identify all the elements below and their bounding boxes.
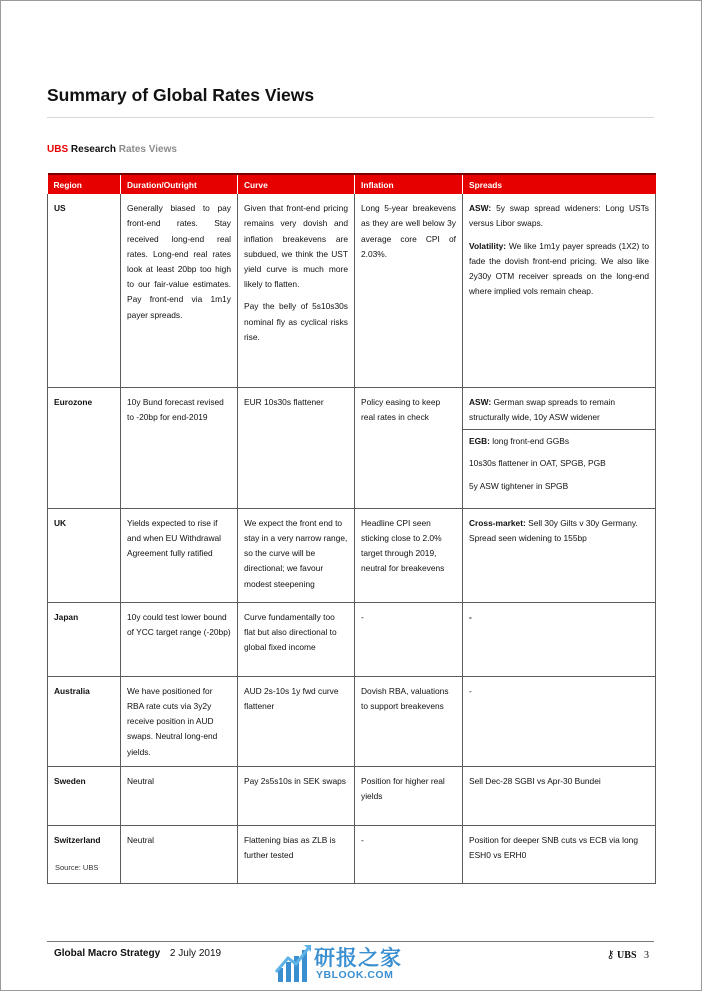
curve-text: Pay the belly of 5s10s30s nominal fly as cyclical risks rise.: [244, 301, 348, 342]
col-header-spreads: Spreads: [463, 174, 656, 194]
spreads-text: 5y ASW tightener in SPGB: [469, 480, 569, 491]
curve-cell: EUR 10s30s flattener: [238, 387, 355, 508]
spreads-detail: 5y swap spread wideners: Long USTs versus Libor swaps.: [469, 203, 649, 229]
inflation-cell: Headline CPI seen sticking close to 2.0% target through 2019, neutral for breakevens: [355, 508, 463, 602]
footer-date: 2 July 2019: [169, 948, 222, 959]
spreads-cell: Position for deeper SNB cuts vs ECB via long ESH0 vs ERH0: [463, 825, 656, 883]
duration-cell: 10y Bund forecast revised to -20bp for end-2019: [121, 387, 238, 508]
watermark-text: 研报之家: [314, 947, 402, 970]
spreads-detail: We like 1m1y payer spreads (1X2) to fade the dovish front-end pricing. We also like 2y30y OTM receiver spreads on the long-end where implied vols remain cheap.: [469, 240, 649, 297]
watermark-url: YBLOOK.COM: [316, 969, 394, 981]
col-header-duration: Duration/Outright: [121, 174, 238, 194]
table-row-japan: [48, 602, 656, 676]
title-divider: [47, 117, 654, 118]
spreads-label: Cross-market:: [469, 517, 526, 528]
region-cell: US: [48, 194, 121, 387]
ubs-keys-logo-icon: ⚷: [606, 949, 615, 961]
inflation-cell: Position for higher real yields: [355, 766, 463, 825]
footer-left: [54, 948, 221, 959]
spreads-cell: [463, 194, 656, 387]
table-row-uk: [48, 508, 656, 602]
region-cell: UK: [48, 508, 121, 602]
curve-cell: Flattening bias as ZLB is further tested: [238, 825, 355, 883]
curve-cell: We expect the front end to stay in a very narrow range, so the curve will be directional; we favour modest steepening: [238, 508, 355, 602]
duration-cell: Generally biased to pay front-end rates. Stay received long-end real rates. Long-end real rates look at least 20bp too high to our fair-value estimates. Pay front-end via 1m1y payer spreads.: [121, 194, 238, 387]
spreads-cell: -: [463, 602, 656, 676]
spreads-text: 10s30s flattener in OAT, SPGB, PGB: [469, 458, 606, 469]
page-number: 3: [644, 950, 649, 961]
table-row-australia: [48, 676, 656, 766]
duration-cell: Neutral: [121, 825, 238, 883]
spreads-subcell: [463, 395, 655, 430]
rates-views-table: [47, 173, 656, 884]
caption-rates-views: Rates Views: [118, 144, 177, 155]
inflation-cell: -: [355, 825, 463, 883]
col-header-curve: Curve: [238, 174, 355, 194]
source-note: Source: UBS: [55, 863, 99, 872]
spreads-cell: -: [463, 676, 656, 766]
spreads-detail: long front-end GGBs: [489, 436, 570, 447]
table-row-us: [48, 194, 656, 387]
region-cell: Australia: [48, 676, 121, 766]
inflation-cell: Policy easing to keep real rates in check: [355, 387, 463, 508]
col-header-inflation: Inflation: [355, 174, 463, 194]
table-row-switzerland: [48, 825, 656, 883]
inflation-cell: Long 5-year breakevens as they are well below 3y average core CPI of 2.03%.: [355, 194, 463, 387]
spreads-detail: Sell 30y Gilts v 30y Germany. Spread seen widening to 155bp: [469, 517, 638, 543]
region-cell: Japan: [48, 602, 121, 676]
col-header-region: Region: [48, 174, 121, 194]
table-row-sweden: [48, 766, 656, 825]
inflation-cell: -: [355, 602, 463, 676]
spreads-cell: [463, 508, 656, 602]
footer-brand: UBS: [617, 950, 637, 961]
spreads-detail: German swap spreads to remain structurally wide, 10y ASW widener: [469, 396, 616, 422]
watermark: [272, 940, 442, 988]
page-title: Summary of Global Rates Views: [47, 85, 315, 105]
footer-right: [606, 948, 649, 961]
spreads-text: [469, 201, 649, 231]
region-cell: Switzerland: [48, 825, 121, 883]
region-cell: Sweden: [48, 766, 121, 825]
table-row-eurozone: [48, 387, 656, 508]
region-cell: Eurozone: [48, 387, 121, 508]
table-caption: [47, 144, 177, 155]
spreads-label: ASW:: [469, 203, 492, 214]
caption-ubs: UBS: [47, 144, 69, 155]
watermark-logo-icon: [274, 942, 314, 986]
curve-text: Given that front-end pricing remains very dovish and inflation breakevens are subdued, we think the UST yield curve is much more likely to flatten.: [244, 203, 348, 290]
duration-cell: 10y could test lower bound of YCC target range (-20bp): [121, 602, 238, 676]
spreads-text: [469, 434, 649, 449]
spreads-label: EGB:: [469, 436, 490, 447]
spreads-cell: [463, 387, 656, 508]
spreads-cell: Sell Dec-28 SGBI vs Apr-30 Bundei: [463, 766, 656, 825]
table-header-row: [48, 174, 656, 194]
inflation-cell: Dovish RBA, valuations to support breakevens: [355, 676, 463, 766]
footer-report-title: Global Macro Strategy: [54, 948, 161, 959]
caption-research: Research: [70, 144, 116, 155]
spreads-label: Volatility:: [469, 240, 507, 251]
curve-cell: Curve fundamentally too flat but also directional to global fixed income: [238, 602, 355, 676]
spreads-text: [469, 239, 649, 300]
curve-cell: Pay 2s5s10s in SEK swaps: [238, 766, 355, 825]
duration-cell: Yields expected to rise if and when EU Withdrawal Agreement fully ratified: [121, 508, 238, 602]
spreads-subcell: [469, 430, 649, 494]
curve-cell: AUD 2s-10s 1y fwd curve flattener: [238, 676, 355, 766]
duration-cell: Neutral: [121, 766, 238, 825]
curve-cell: [238, 194, 355, 387]
spreads-label: ASW:: [469, 396, 492, 407]
duration-cell: We have positioned for RBA rate cuts via 3y2y receive position in AUD swaps. Neutral long-end yields.: [121, 676, 238, 766]
